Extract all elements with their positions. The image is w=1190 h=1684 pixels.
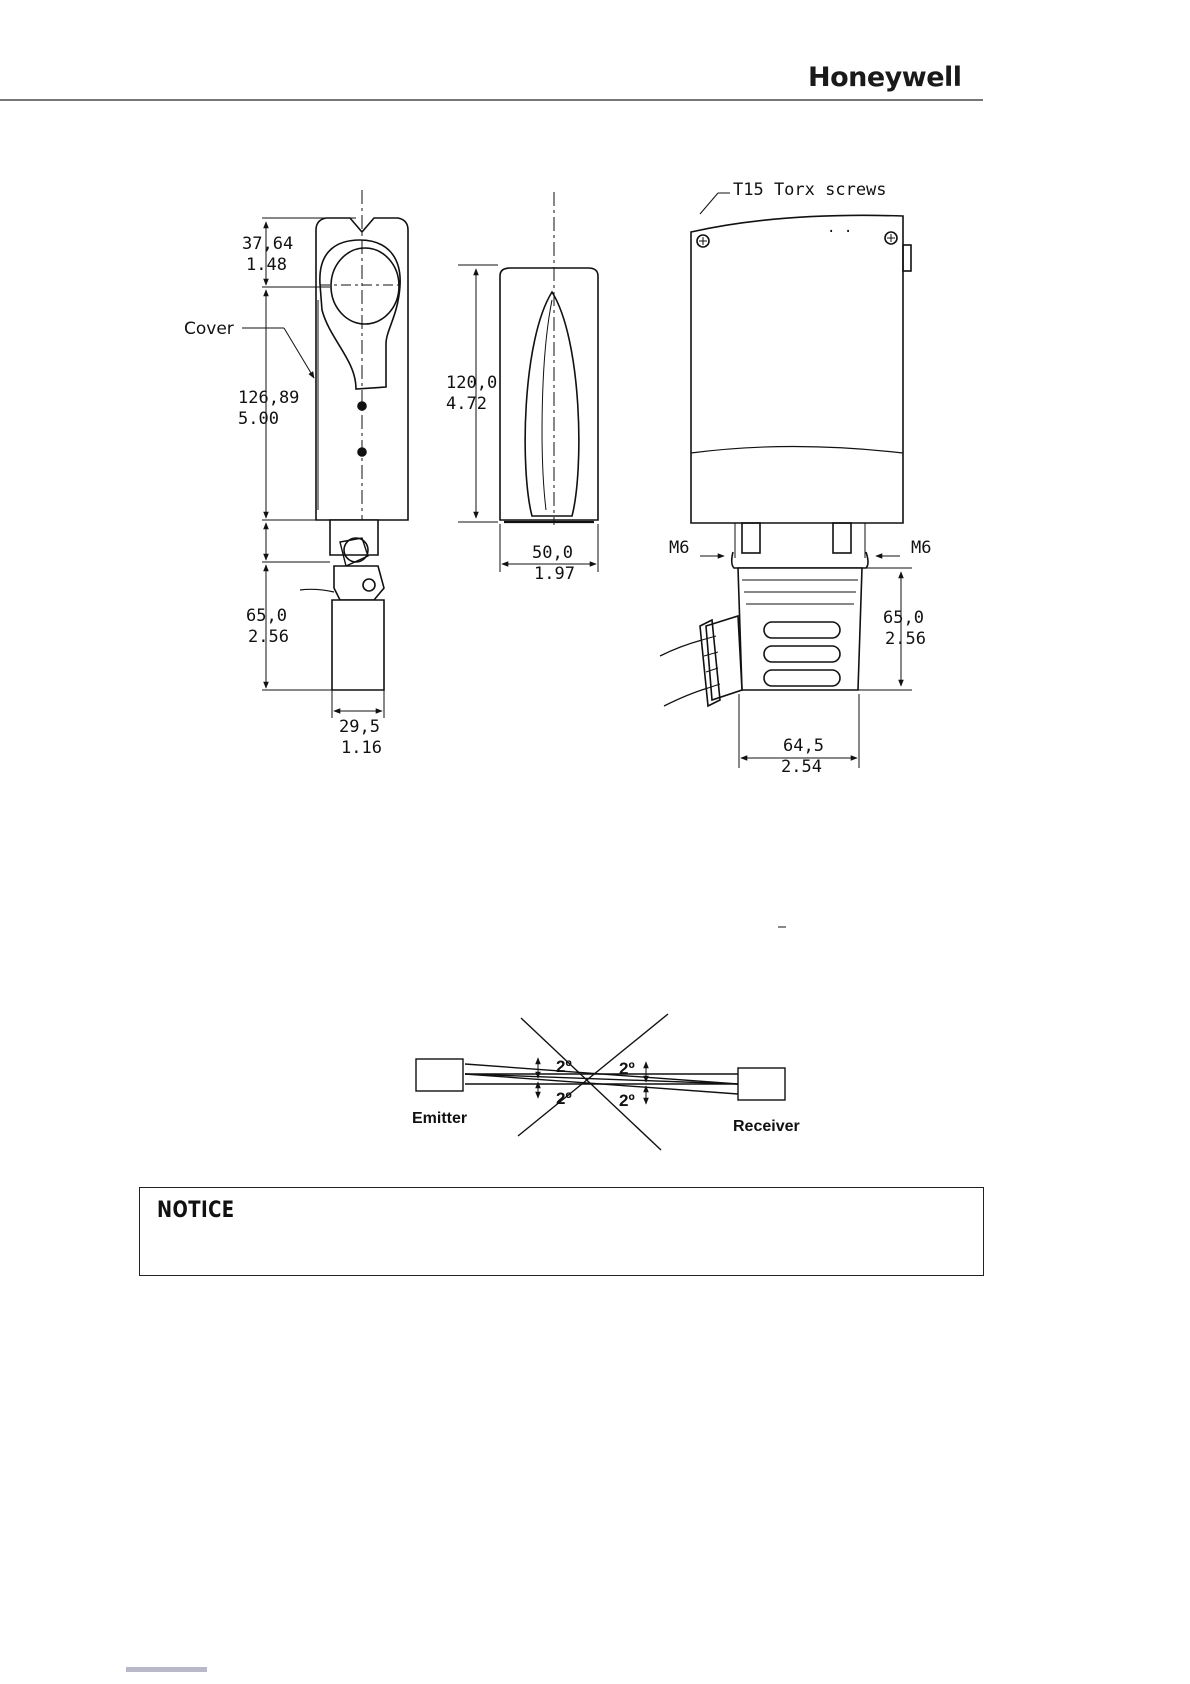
profile-width-mm: 50,0 [532,543,573,563]
front-view [660,215,911,706]
side-connector-height-mm: 65,0 [246,606,287,626]
side-view [300,190,408,690]
front-connector-width-in: 2.54 [781,757,822,777]
notice-box [139,1187,984,1276]
thread-left-label: M6 [669,538,690,558]
alignment-diagram [416,1014,785,1150]
svg-text:. .: . . [827,220,853,236]
profile-view [500,192,598,525]
receiver-label: Receiver [733,1118,800,1135]
profile-height-mm: 120,0 [446,373,498,393]
front-connector-height-mm: 65,0 [883,608,924,628]
thread-right-label: M6 [911,538,932,558]
front-connector-height-in: 2.56 [885,629,926,649]
torx-screws-label: T15 Torx screws [733,180,887,200]
footer-line [126,1667,207,1672]
front-connector-width-mm: 64,5 [783,736,824,756]
angle-label-lower-right: 2º [619,1091,635,1110]
body-height-mm: 126,89 [238,388,300,408]
side-connector-height-in: 2.56 [248,627,289,647]
angle-label-upper-right: 2º [619,1059,635,1078]
side-connector-width-in: 1.16 [341,738,382,758]
receiver-box [738,1068,785,1100]
body-height-in: 5.00 [238,409,279,429]
angle-label-lower-left: 2º [556,1089,572,1108]
notice-title: NOTICE [157,1198,235,1223]
top-height-mm: 37,64 [242,234,294,254]
emitter-box [416,1059,463,1091]
cover-label: Cover [184,319,234,339]
honeywell-logo: Honeywell [808,62,962,93]
emitter-label: Emitter [412,1110,468,1127]
profile-height-in: 4.72 [446,394,487,414]
top-height-in: 1.48 [246,255,287,275]
angle-label-upper-left: 2º [556,1057,572,1076]
side-connector-width-mm: 29,5 [339,717,380,737]
profile-width-in: 1.97 [534,564,575,584]
